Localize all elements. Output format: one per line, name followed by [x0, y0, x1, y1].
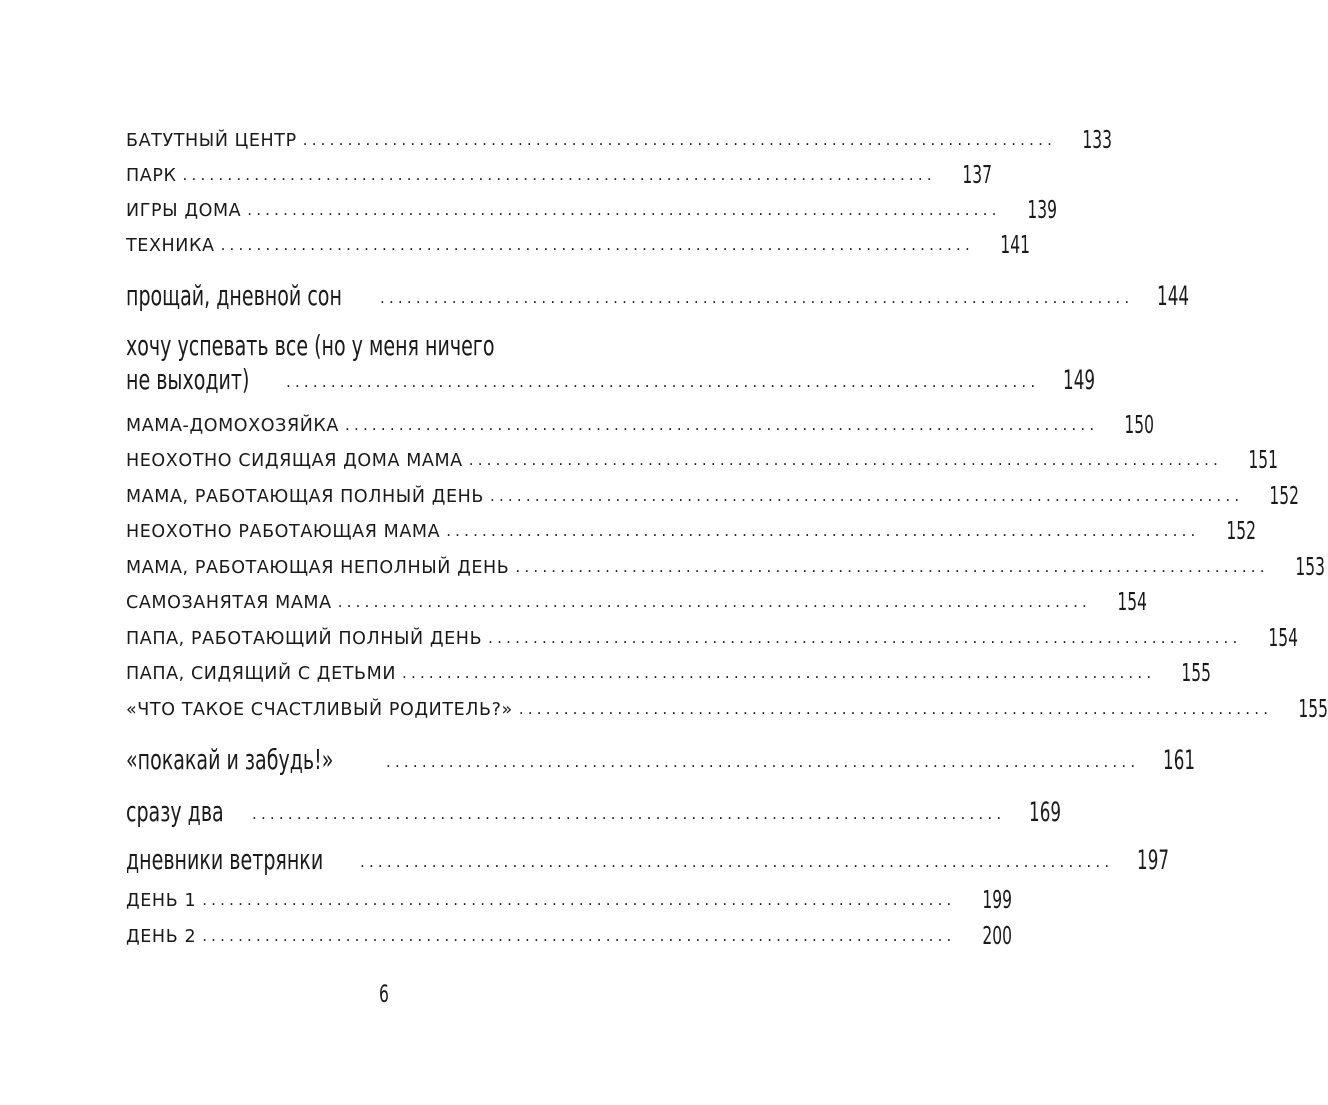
- leader-dots: ....................................................................................: [252, 805, 1006, 823]
- toc-entry-title: САМОЗАНЯТАЯ МАМА: [126, 592, 332, 613]
- toc-entry-title: ПАРК: [126, 165, 177, 186]
- toc-entry-title: дневники ветрянки: [126, 843, 324, 876]
- toc-entry-page: 161: [1163, 745, 1196, 776]
- leader-dots: ....................................................................................: [182, 166, 936, 184]
- leader-dots: ....................................................................................: [337, 593, 1092, 611]
- toc-entry-housewife-mom: [126, 405, 1155, 439]
- leader-dots: ....................................................................................: [488, 629, 1242, 647]
- toc-entry-page: 144: [1157, 281, 1190, 312]
- toc-chapter-title-line1: хочу успевать все (но у меня ничего: [126, 329, 495, 362]
- toc-entry-title: прощай, дневной сон: [126, 279, 342, 312]
- leader-dots: ....................................................................................: [345, 416, 1099, 434]
- toc-entry-reluctant-working-mom: [126, 511, 1256, 545]
- toc-entry-day-1: [126, 880, 1012, 914]
- toc-entry-page: 169: [1029, 797, 1062, 828]
- leader-dots: ....................................................................................: [468, 451, 1223, 469]
- leader-dots: ....................................................................................: [202, 891, 956, 909]
- toc-entry-title: ИГРЫ ДОМА: [126, 200, 242, 221]
- toc-entry-full-time-working-mom: [126, 476, 1300, 510]
- leader-dots: ....................................................................................: [446, 522, 1200, 540]
- toc-chapter-do-everything: [126, 356, 1096, 396]
- leader-dots: ....................................................................................: [515, 558, 1269, 576]
- toc-entry-stay-home-dad: [126, 653, 1212, 687]
- toc-entry-page: 153: [1295, 552, 1325, 581]
- toc-entry-title: ТЕХНИКА: [126, 235, 215, 256]
- toc-entry-page: 150: [1124, 410, 1155, 439]
- toc-chapter-chickenpox-diaries: [126, 836, 1170, 876]
- toc-entry-title: «покакай и забудь!»: [126, 743, 334, 776]
- toc-entry-title: МАМА-ДОМОХОЗЯЙКА: [126, 415, 340, 436]
- toc-entry-full-time-working-dad: [126, 618, 1298, 652]
- leader-dots: ....................................................................................: [490, 487, 1244, 505]
- toc-entry-technique: [126, 225, 1030, 259]
- toc-entry-page: 151: [1248, 445, 1279, 474]
- toc-entry-page: 133: [1082, 125, 1113, 154]
- toc-entry-title: МАМА, РАБОТАЮЩАЯ ПОЛНЫЙ ДЕНЬ: [126, 486, 484, 507]
- toc-entry-page: 152: [1269, 481, 1300, 510]
- toc-entry-park: [126, 155, 992, 189]
- toc-entry-page: 197: [1137, 845, 1170, 876]
- toc-entry-title: БАТУТНЫЙ ЦЕНТР: [126, 130, 297, 151]
- toc-entry-title: «ЧТО ТАКОЕ СЧАСТЛИВЫЙ РОДИТЕЛЬ?»: [126, 699, 513, 720]
- toc-chapter-goodbye-nap: [126, 272, 1190, 312]
- toc-entry-page: 200: [981, 921, 1012, 950]
- leader-dots: ....................................................................................: [302, 131, 1057, 149]
- toc-entry-page: 154: [1117, 587, 1148, 616]
- toc-entry-title: НЕОХОТНО СИДЯЩАЯ ДОМА МАМА: [126, 450, 463, 471]
- toc-entry-page: 155: [1181, 658, 1212, 687]
- toc-entry-home-games: [126, 190, 1057, 224]
- leader-dots: ....................................................................................: [518, 700, 1273, 718]
- toc-entry-part-time-working-mom: [126, 547, 1325, 581]
- toc-entry-day-2: [126, 916, 1012, 950]
- toc-entry-title: сразу два: [126, 795, 224, 828]
- toc-chapter-two-at-once: [126, 788, 1062, 828]
- toc-entry-title: ДЕНЬ 1: [126, 890, 197, 911]
- toc-entry-page: 141: [1000, 230, 1030, 259]
- toc-entry-what-is-happy-parent: [126, 689, 1328, 723]
- toc-entry-title: ПАПА, СИДЯЩИЙ С ДЕТЬМИ: [126, 663, 397, 684]
- leader-dots: ....................................................................................: [380, 289, 1134, 307]
- toc-entry-title: ПАПА, РАБОТАЮЩИЙ ПОЛНЫЙ ДЕНЬ: [126, 628, 483, 649]
- page-number: 6: [379, 980, 389, 1008]
- leader-dots: ....................................................................................: [386, 753, 1140, 771]
- leader-dots: ....................................................................................: [202, 927, 956, 945]
- toc-entry-title: НЕОХОТНО РАБОТАЮЩАЯ МАМА: [126, 521, 441, 542]
- toc-entry-title: ДЕНЬ 2: [126, 926, 197, 947]
- toc-entry-page: 154: [1267, 623, 1298, 652]
- toc-entry-title: МАМА, РАБОТАЮЩАЯ НЕПОЛНЫЙ ДЕНЬ: [126, 557, 510, 578]
- toc-entry-page: 139: [1026, 195, 1057, 224]
- toc-entry-page: 155: [1298, 694, 1328, 723]
- toc-entry-page: 137: [962, 160, 992, 189]
- leader-dots: ....................................................................................: [286, 373, 1040, 391]
- toc-entry-page: 152: [1225, 516, 1256, 545]
- toc-entry-page: 199: [981, 885, 1012, 914]
- leader-dots: ....................................................................................: [220, 236, 974, 254]
- toc-chapter-poop-and-forget: [126, 736, 1196, 776]
- leader-dots: ....................................................................................: [360, 853, 1114, 871]
- toc-entry-self-employed-mom: [126, 582, 1148, 616]
- toc-entry-trampoline-center: [126, 120, 1113, 154]
- toc-entry-title: не выходит): [126, 363, 250, 396]
- toc-entry-reluctant-stay-home-mom: [126, 440, 1279, 474]
- toc-entry-page: 149: [1063, 365, 1096, 396]
- leader-dots: ....................................................................................: [247, 201, 1001, 219]
- leader-dots: ....................................................................................: [402, 664, 1156, 682]
